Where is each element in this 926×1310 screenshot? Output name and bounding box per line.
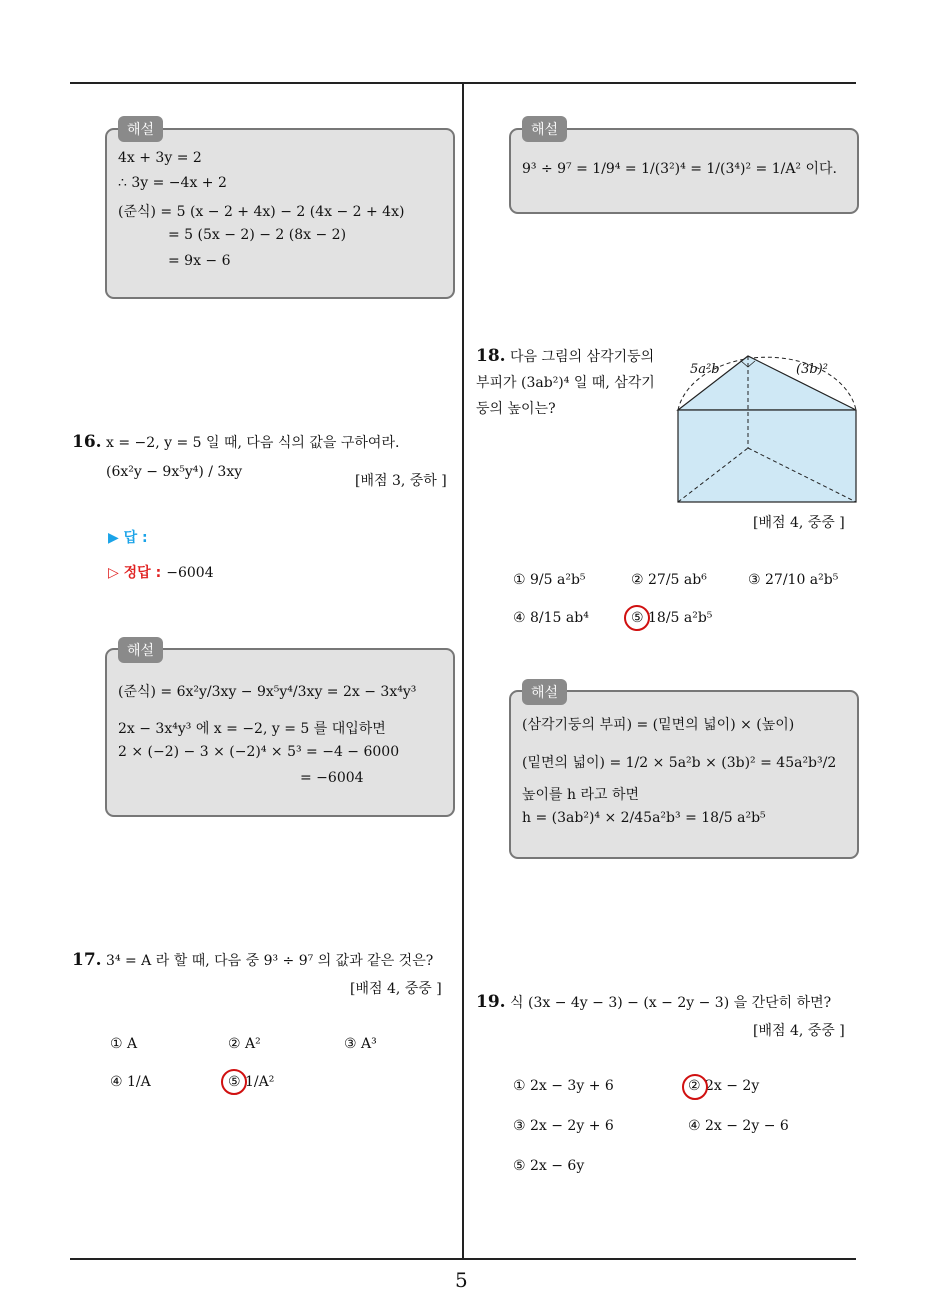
q18-question [476,343,656,422]
q18-number: 18. [476,346,506,366]
q19-choice-2[interactable]: ② 2x − 2y [688,1078,760,1094]
page-number: 5 [455,1268,468,1292]
q18-text: 다음 그림의 삼각기둥의 부피가 (3ab²)⁴ 일 때, 삼각기둥의 높이는? [476,349,655,417]
figure-label-right-edge: (3b)² [796,362,828,377]
q18-solution-line: (삼각기둥의 부피) = (밑면의 넓이) × (높이) [522,717,795,733]
q16-meta: [배점 3, 중하 ] [355,473,447,489]
q16-solution-line: = −6004 [300,770,364,786]
q16-solution-line: 2 × (−2) − 3 × (−2)⁴ × 5³ = −4 − 6000 [118,744,400,760]
q15-solution-line: ∴ 3y = −4x + 2 [118,175,227,191]
q17-question [72,950,433,970]
q15-solution-line: 4x + 3y = 2 [118,150,202,166]
q15-solution-line: = 5 (5x − 2) − 2 (8x − 2) [168,227,347,243]
q18-choice-1[interactable]: ① 9/5 a²b⁵ [513,572,586,588]
answer-circle-mark [624,605,650,631]
q16-solution-line: (준식) = 6x²y/3xy − 9x⁵y⁴/3xy = 2x − 3x⁴y³ [118,684,417,700]
q17-choice-3[interactable]: ③ A³ [344,1036,377,1052]
q17-choice-5[interactable]: ⑤ 1/A² [228,1074,275,1090]
q15-solution-line: (준식) = 5 (x − 2 + 4x) − 2 (4x − 2 + 4x) [118,204,405,220]
q18-choice-5[interactable]: ⑤ 18/5 a²b⁵ [631,610,713,626]
q16-question [72,432,399,452]
correct-label: ▷ 정답 : [108,565,162,581]
q18-choice-2[interactable]: ② 27/5 ab⁶ [631,572,707,588]
q19-question [476,992,831,1012]
answer-label: ▶ 답 : [108,530,148,546]
q17-choice-4[interactable]: ④ 1/A [110,1074,151,1090]
q18-meta: [배점 4, 중중 ] [753,515,845,531]
q16-correct-row [108,562,214,582]
q16-solution-line: 2x − 3x⁴y³ 에 x = −2, y = 5 를 대입하면 [118,721,386,737]
answer-circle-mark [682,1074,708,1100]
q17-text: 3⁴ = A 라 할 때, 다음 중 9³ ÷ 9⁷ 의 값과 같은 것은? [106,953,434,969]
q17-meta: [배점 4, 중중 ] [350,981,442,997]
figure-label-left-edge: 5a²b [690,362,720,377]
q17-choice-2[interactable]: ② A² [228,1036,261,1052]
q17-choice-1[interactable]: ① A [110,1036,138,1052]
correct-value: −6004 [166,565,214,581]
q18-solution-line: h = (3ab²)⁴ × 2/45a²b³ = 18/5 a²b⁵ [522,810,766,826]
q19-choice-3[interactable]: ③ 2x − 2y + 6 [513,1118,614,1134]
q16-answer-row [108,527,148,547]
q19-choice-4[interactable]: ④ 2x − 2y − 6 [688,1118,789,1134]
q19-choice-5[interactable]: ⑤ 2x − 6y [513,1158,585,1174]
q16-expression: (6x²y − 9x⁵y⁴) / 3xy [106,464,243,480]
q17-solution-line: 9³ ÷ 9⁷ = 1/9⁴ = 1/(3²)⁴ = 1/(3⁴)² = 1/A² 이다. [522,161,837,177]
solution-tag: 해설 [522,116,567,142]
q18-solution-line: (밑면의 넓이) = 1/2 × 5a²b × (3b)² = 45a²b³/2 [522,755,837,771]
q19-text: 식 (3x − 4y − 3) − (x − 2y − 3) 을 간단히 하면? [510,995,832,1011]
q17-number: 17. [72,950,102,970]
q16-text: x = −2, y = 5 일 때, 다음 식의 값을 구하여라. [106,435,400,451]
answer-circle-mark [221,1069,247,1095]
solution-tag: 해설 [118,116,163,142]
q19-choice-1[interactable]: ① 2x − 3y + 6 [513,1078,614,1094]
solution-tag: 해설 [118,637,163,663]
column-divider [462,82,464,1260]
q19-meta: [배점 4, 중중 ] [753,1023,845,1039]
solution-tag: 해설 [522,679,567,705]
q19-number: 19. [476,992,506,1012]
q16-number: 16. [72,432,102,452]
q18-solution-line: 높이를 h 라고 하면 [522,787,640,803]
q18-choice-3[interactable]: ③ 27/10 a²b⁵ [748,572,839,588]
q18-choice-4[interactable]: ④ 8/15 ab⁴ [513,610,589,626]
q15-solution-line: = 9x − 6 [168,253,231,269]
